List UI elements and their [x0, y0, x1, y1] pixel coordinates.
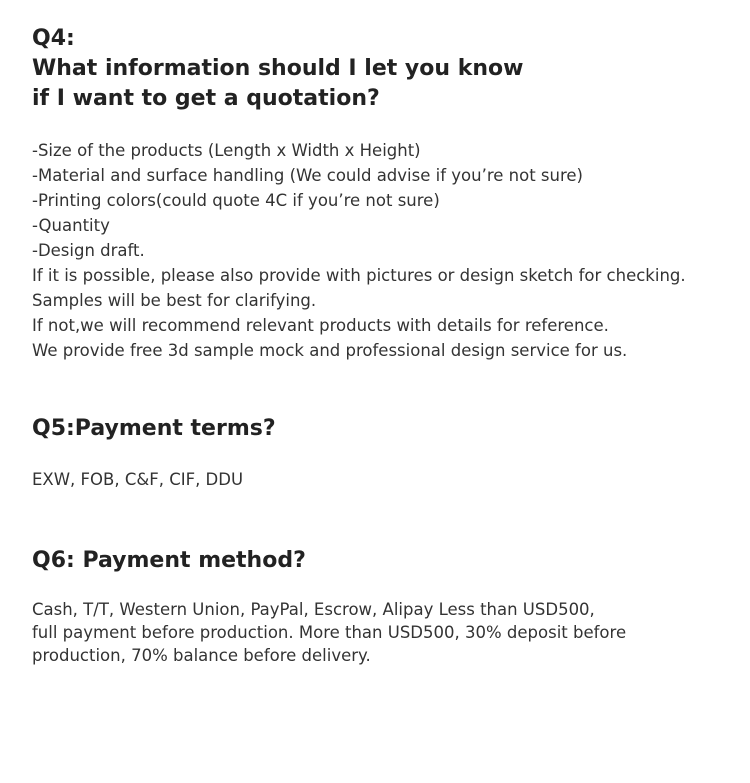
q6-answer: [32, 598, 626, 667]
q6-answer-line: Cash, T/T, Western Union, PayPal, Escrow, Alipay Less than USD500,: [32, 600, 595, 619]
faq-q6-section: [32, 546, 626, 667]
q6-heading: [32, 546, 626, 576]
q4-heading: [32, 24, 686, 114]
q4-answer-line: We provide free 3d sample mock and professional design service for us.: [32, 341, 628, 360]
q4-answer-line: If it is possible, please also provide with pictures or design sketch for checking.: [32, 266, 686, 285]
q5-answer-line: EXW, FOB, C&F, CIF, DDU: [32, 470, 244, 489]
q5-answer: [32, 467, 276, 492]
q4-heading-line: if I want to get a quotation?: [32, 86, 380, 111]
q4-answer-line: -Design draft.: [32, 241, 145, 260]
q4-answer-line: -Quantity: [32, 216, 110, 235]
q4-answer-line: -Size of the products (Length x Width x Height): [32, 141, 421, 160]
q4-answer-line: Samples will be best for clarifying.: [32, 291, 317, 310]
q5-heading: [32, 414, 276, 444]
q4-answer-line: If not,we will recommend relevant products with details for reference.: [32, 316, 609, 335]
q6-answer-line: full payment before production. More than USD500, 30% deposit before: [32, 623, 627, 642]
q4-answer: [32, 138, 686, 363]
q4-heading-line: What information should I let you know: [32, 56, 524, 81]
q4-heading-line: Q4:: [32, 26, 75, 51]
faq-q5-section: [32, 414, 276, 492]
q5-heading-text: Q5:Payment terms?: [32, 416, 276, 441]
q4-answer-line: -Material and surface handling (We could advise if you’re not sure): [32, 166, 583, 185]
faq-q4-section: [32, 24, 686, 363]
q6-answer-line: production, 70% balance before delivery.: [32, 646, 371, 665]
q4-answer-line: -Printing colors(could quote 4C if you’re not sure): [32, 191, 440, 210]
q6-heading-text: Q6: Payment method?: [32, 548, 306, 573]
